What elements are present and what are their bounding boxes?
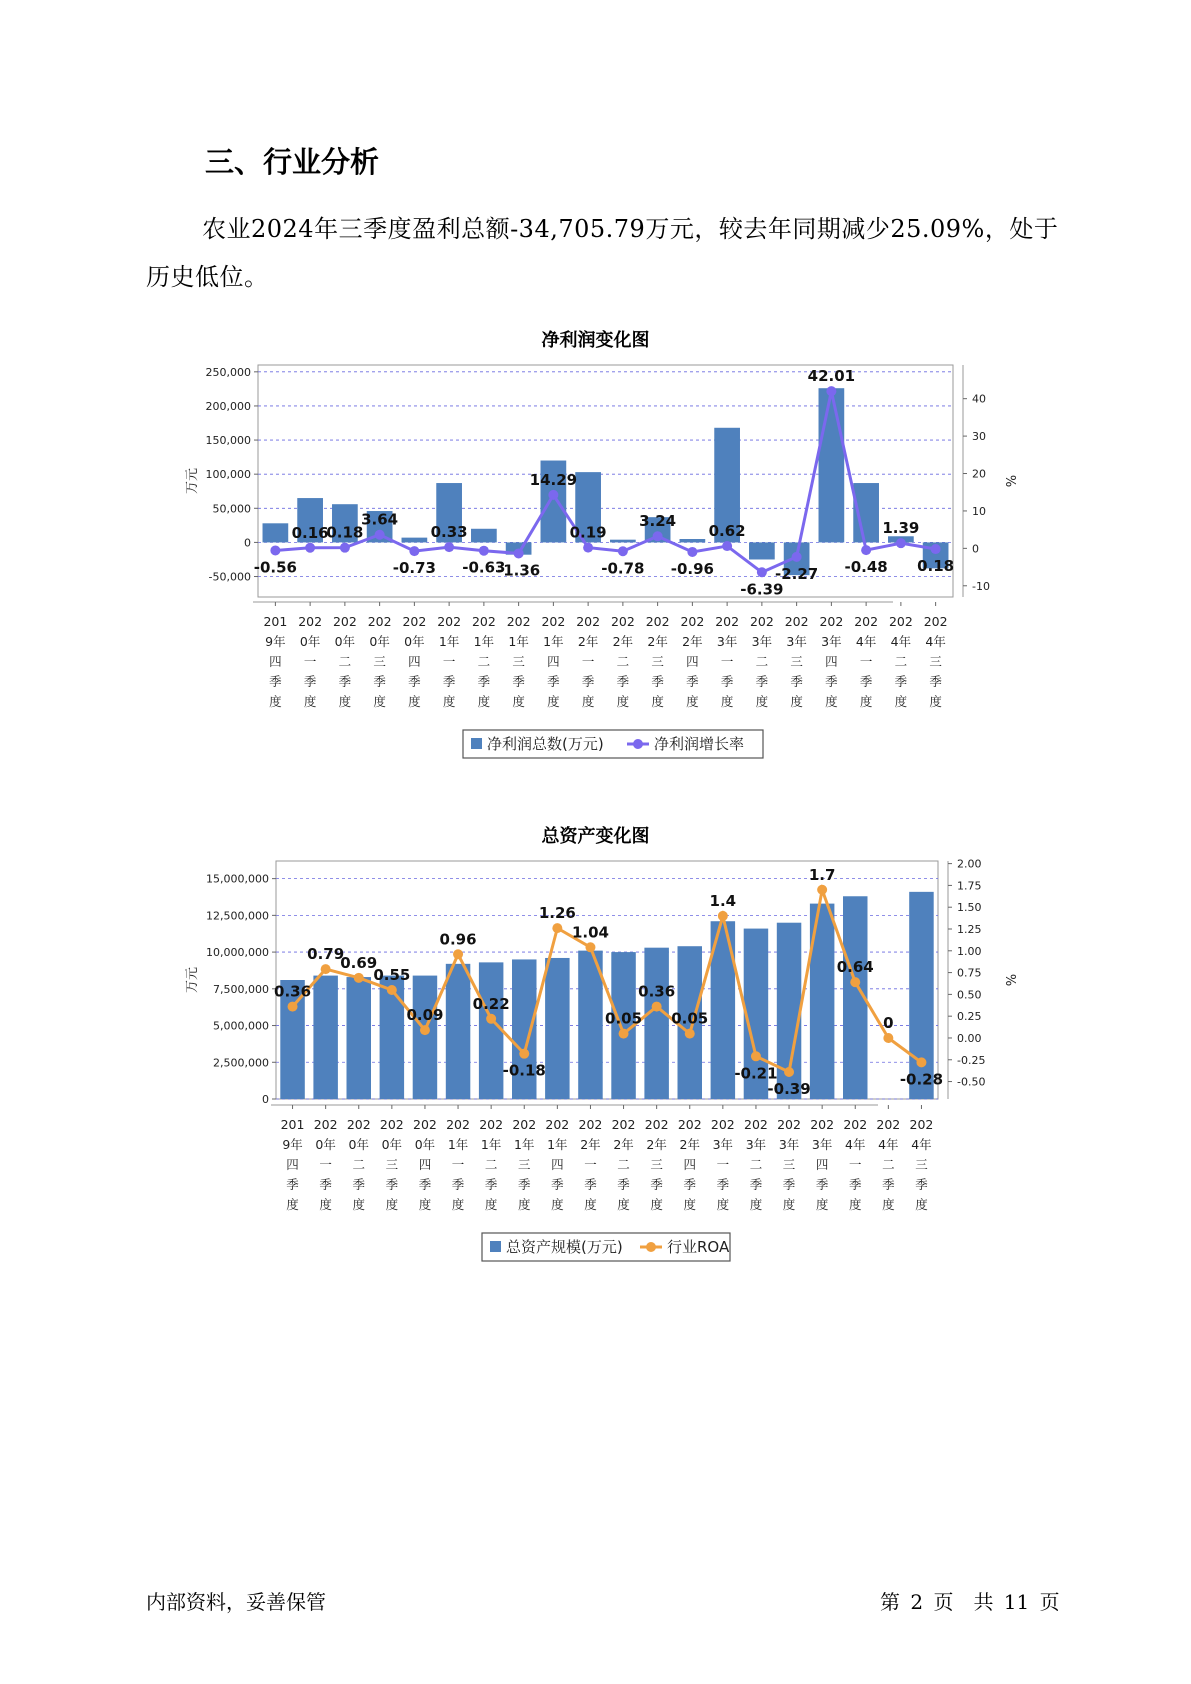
line-point <box>916 1057 926 1067</box>
line-point <box>409 546 419 556</box>
data-label: -0.96 <box>670 559 714 578</box>
y2-tick-label: -10 <box>972 579 990 593</box>
line-point <box>321 964 331 974</box>
data-label: 0.96 <box>439 930 477 949</box>
data-label: -0.48 <box>844 558 888 577</box>
y-tick-label: 12,500,000 <box>206 909 269 923</box>
data-label: 0.36 <box>274 982 312 1001</box>
x-tick-label: 202 1年二季度 <box>471 614 496 709</box>
bar <box>471 529 497 543</box>
x-tick-label: 202 0年三季度 <box>379 1117 404 1212</box>
x-tick-label: 202 4年三季度 <box>909 1117 934 1212</box>
x-tick-label: 202 3年一季度 <box>710 1117 735 1212</box>
y2-tick-label: -0.25 <box>957 1053 986 1067</box>
line-point <box>826 386 836 396</box>
x-tick-label: 202 3年一季度 <box>715 614 740 709</box>
x-tick-label: 202 4年一季度 <box>854 614 879 709</box>
y-tick-label: 0 <box>262 1093 269 1106</box>
data-label: -0.63 <box>462 558 506 577</box>
x-tick-label: 202 0年二季度 <box>346 1117 371 1212</box>
line-point <box>354 973 364 983</box>
legend-bar-swatch <box>471 738 482 749</box>
line-point <box>861 545 871 555</box>
bar <box>313 976 337 1099</box>
line-point <box>453 949 463 959</box>
line-point <box>519 1049 529 1059</box>
y-tick-label: 250,000 <box>205 365 251 379</box>
line-point <box>931 544 941 554</box>
y-tick-label: -50,000 <box>208 570 251 584</box>
x-tick-label: 202 0年二季度 <box>332 614 357 709</box>
data-label: -0.28 <box>899 1070 944 1089</box>
y2-tick-label: 0.00 <box>957 1031 982 1045</box>
y-tick-label: 0 <box>244 536 251 550</box>
x-tick-label: 202 0年四季度 <box>402 614 427 709</box>
line-point <box>514 548 524 558</box>
data-label: 0.62 <box>708 522 746 541</box>
x-tick-label: 202 1年三季度 <box>506 614 531 709</box>
data-label: 3.24 <box>639 512 677 531</box>
y-tick-label: 150,000 <box>205 434 251 448</box>
data-label: 0.69 <box>340 953 378 972</box>
line-point <box>585 942 595 952</box>
chart-title-total-assets: 总资产变化图 <box>541 826 650 847</box>
y2-tick-label: 40 <box>972 392 986 406</box>
legend-bar-swatch <box>490 1241 501 1252</box>
y2-tick-label: 10 <box>972 504 986 518</box>
data-label: 0.64 <box>836 958 874 977</box>
line-point <box>444 542 454 552</box>
line-point <box>653 531 663 541</box>
y-axis-label: 万元 <box>185 966 200 994</box>
line-point <box>619 1029 629 1039</box>
x-tick-label: 202 2年一季度 <box>578 1117 603 1212</box>
y2-tick-label: 0.75 <box>957 966 982 980</box>
y2-tick-label: -0.50 <box>957 1075 986 1089</box>
y2-tick-label: 0 <box>972 542 979 556</box>
data-label: 0.19 <box>569 523 607 542</box>
data-label: 0.79 <box>307 945 345 964</box>
x-tick-label: 201 9年四季度 <box>280 1117 305 1212</box>
line-point <box>685 1029 695 1039</box>
line-point <box>751 1051 761 1061</box>
data-label: 14.29 <box>529 470 578 489</box>
y2-tick-label: 30 <box>972 430 986 444</box>
y2-tick-label: 1.25 <box>957 923 982 936</box>
line-point <box>883 1033 893 1043</box>
line-point <box>757 567 767 577</box>
y-tick-label: 50,000 <box>212 502 251 516</box>
line-point <box>687 547 697 557</box>
line-point <box>479 546 489 556</box>
x-tick-label: 202 0年三季度 <box>367 614 392 709</box>
x-tick-label: 202 1年四季度 <box>541 614 566 709</box>
y-tick-label: 7,500,000 <box>213 982 269 996</box>
data-label: 0.18 <box>917 557 955 576</box>
line-point <box>652 1002 662 1012</box>
bar <box>402 538 428 543</box>
data-label: 0 <box>883 1013 894 1032</box>
data-label: -1.36 <box>497 561 541 580</box>
x-tick-label: 202 3年四季度 <box>810 1117 835 1212</box>
legend-line-marker <box>633 739 643 749</box>
line-point <box>486 1014 496 1024</box>
x-tick-label: 202 2年四季度 <box>680 614 705 709</box>
x-tick-label: 202 1年三季度 <box>512 1117 537 1212</box>
line-point <box>548 490 558 500</box>
legend-bar-label: 总资产规模(万元) <box>506 1238 623 1256</box>
line-point <box>288 1002 298 1012</box>
y-tick-label: 100,000 <box>205 468 251 482</box>
x-tick-label: 202 2年三季度 <box>644 1117 669 1212</box>
y-tick-label: 200,000 <box>205 399 251 413</box>
data-label: 0.05 <box>605 1009 643 1028</box>
analysis-paragraph: 农业2024年三季度盈利总额-34,705.79万元，较去年同期减少25.09%，处于历史低位。 <box>146 215 1059 291</box>
x-tick-label: 202 3年三季度 <box>777 1117 801 1212</box>
line-point <box>583 543 593 553</box>
data-label: 0.22 <box>472 994 510 1013</box>
bar <box>749 542 775 559</box>
x-tick-label: 202 2年三季度 <box>645 614 670 709</box>
bar <box>680 539 706 542</box>
data-label: 1.39 <box>882 519 920 538</box>
x-tick-label: 202 4年二季度 <box>876 1117 901 1212</box>
line-point <box>387 985 397 995</box>
bar <box>644 948 668 1099</box>
bar <box>413 976 437 1099</box>
bar <box>819 388 845 542</box>
x-tick-label: 202 2年四季度 <box>677 1117 702 1212</box>
bar <box>347 977 371 1099</box>
line-point <box>792 552 802 562</box>
data-label: -0.18 <box>502 1061 546 1080</box>
line-point <box>618 546 628 556</box>
data-label: 0.09 <box>406 1006 444 1025</box>
data-label: -0.73 <box>392 559 436 578</box>
bar <box>909 892 933 1099</box>
y2-tick-label: 2.00 <box>957 857 982 871</box>
data-label: 42.01 <box>807 367 856 386</box>
line-point <box>817 885 827 895</box>
line-point <box>850 977 860 987</box>
line-point <box>718 911 728 921</box>
data-label: -0.56 <box>253 558 297 577</box>
footer-confidential-note: 内部资料，妥善保管 <box>146 1590 326 1614</box>
x-tick-label: 202 3年二季度 <box>749 614 774 709</box>
bar <box>263 523 289 542</box>
data-label: 0.05 <box>671 1009 709 1028</box>
data-label: 0.55 <box>373 966 411 985</box>
bar <box>446 964 470 1099</box>
x-tick-label: 202 0年四季度 <box>413 1117 437 1212</box>
x-tick-label: 202 2年二季度 <box>611 1117 636 1212</box>
x-tick-label: 202 1年二季度 <box>479 1117 504 1212</box>
line-point <box>722 541 732 551</box>
data-label: 0.36 <box>638 982 676 1001</box>
y2-tick-label: 1.00 <box>957 944 982 958</box>
y2-axis-label: % <box>1002 474 1017 488</box>
x-tick-label: 202 4年一季度 <box>843 1117 868 1212</box>
legend-bar-label: 净利润总数(万元) <box>487 735 604 753</box>
total-assets-chart <box>0 846 1191 1286</box>
net-profit-chart <box>0 350 1191 790</box>
x-tick-label: 202 2年二季度 <box>610 614 635 709</box>
x-tick-label: 202 3年四季度 <box>819 614 844 709</box>
data-label: -6.39 <box>740 580 784 599</box>
y2-axis-label: % <box>1002 973 1017 987</box>
y-tick-label: 15,000,000 <box>206 872 269 886</box>
data-label: 3.64 <box>361 510 399 529</box>
x-tick-label: 202 0年一季度 <box>298 614 323 709</box>
line-point <box>552 923 562 933</box>
x-tick-label: 202 4年三季度 <box>923 614 948 709</box>
data-label: -0.21 <box>734 1064 778 1083</box>
x-tick-label: 201 9年四季度 <box>263 614 288 709</box>
legend-line-label: 净利润增长率 <box>654 735 745 753</box>
bar <box>610 540 636 543</box>
data-label: -0.78 <box>601 559 645 578</box>
data-label: 1.04 <box>571 923 609 942</box>
data-label: 1.26 <box>538 904 576 923</box>
section-heading: 三、行业分析 <box>205 145 380 179</box>
bar <box>479 962 503 1099</box>
line-point <box>420 1025 430 1035</box>
x-tick-label: 202 3年三季度 <box>784 614 809 709</box>
x-tick-label: 202 1年一季度 <box>446 1117 470 1212</box>
y-axis-label: 万元 <box>185 467 200 495</box>
data-label: -0.39 <box>767 1079 811 1098</box>
line-point <box>340 543 350 553</box>
line-point <box>375 530 385 540</box>
footer-page-number: 第 2 页 共 11 页 <box>880 1590 1060 1614</box>
data-label: 0.16 <box>291 523 329 542</box>
line-point <box>305 543 315 553</box>
bar <box>545 958 569 1099</box>
line-point <box>896 538 906 548</box>
line-point <box>270 545 280 555</box>
y-tick-label: 5,000,000 <box>213 1019 269 1033</box>
x-tick-label: 202 4年二季度 <box>888 614 913 709</box>
y2-tick-label: 1.75 <box>957 879 982 893</box>
data-label: 1.7 <box>808 865 836 884</box>
x-tick-label: 202 2年一季度 <box>576 614 601 709</box>
x-tick-label: 202 1年一季度 <box>437 614 462 709</box>
chart-title-net-profit: 净利润变化图 <box>541 330 650 351</box>
y-tick-label: 10,000,000 <box>206 946 269 960</box>
x-tick-label: 202 1年四季度 <box>545 1117 570 1212</box>
y2-tick-label: 20 <box>972 467 986 481</box>
data-label: -2.27 <box>775 564 819 583</box>
x-tick-label: 202 0年一季度 <box>313 1117 338 1212</box>
legend-line-marker <box>646 1242 656 1252</box>
legend-line-label: 行业ROA <box>667 1238 730 1256</box>
data-label: 0.18 <box>326 523 364 542</box>
data-label: 1.4 <box>709 891 737 910</box>
data-label: 0.33 <box>430 523 468 542</box>
y-tick-label: 2,500,000 <box>213 1056 269 1070</box>
x-tick-label: 202 3年二季度 <box>744 1117 768 1212</box>
y2-tick-label: 1.50 <box>957 901 982 915</box>
y2-tick-label: 0.50 <box>957 988 982 1002</box>
line-point <box>784 1067 794 1077</box>
y2-tick-label: 0.25 <box>957 1010 982 1024</box>
